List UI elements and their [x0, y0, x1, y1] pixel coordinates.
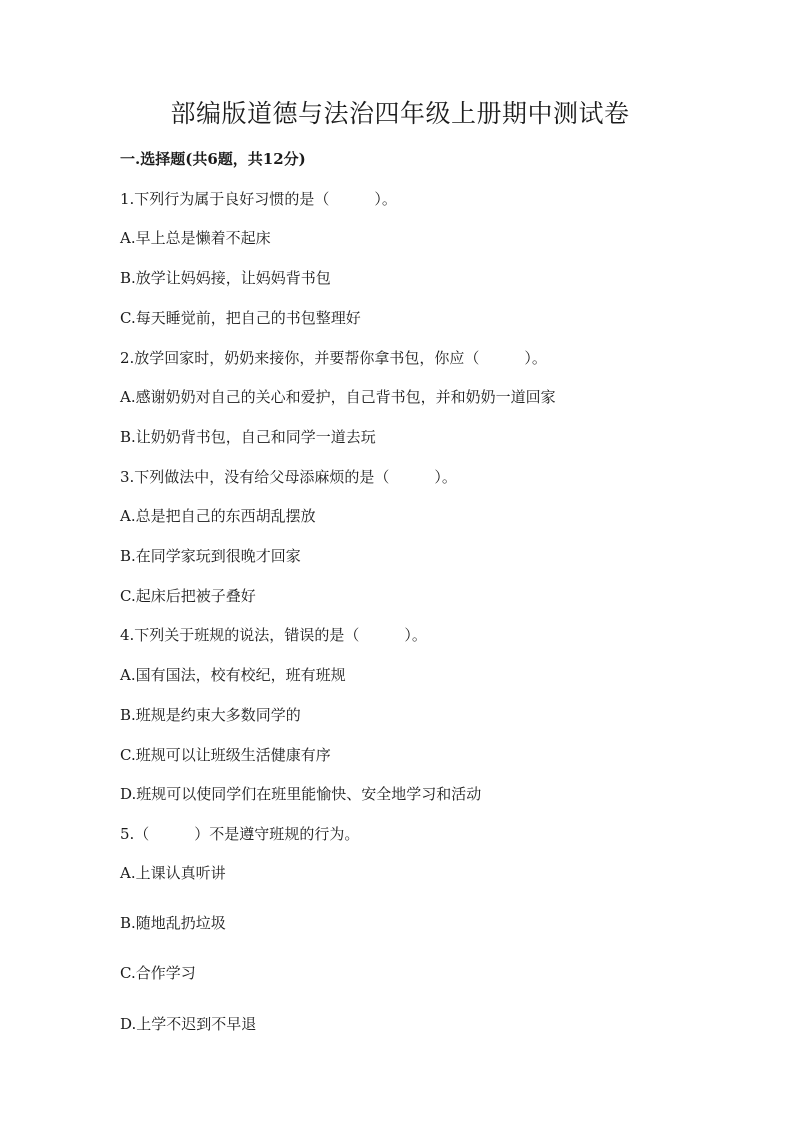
- option-2b: B.让奶奶背书包，自己和同学一道去玩: [120, 428, 376, 446]
- page-title: 部编版道德与法治四年级上册期中测试卷: [170, 99, 630, 128]
- section-heading: 一.选择题(共6题，共12分): [120, 150, 306, 168]
- option-2a: A.感谢奶奶对自己的关心和爱护，自己背书包，并和奶奶一道回家: [120, 388, 556, 406]
- option-1a: A.早上总是懒着不起床: [120, 229, 271, 247]
- question-2: 2.放学回家时，奶奶来接你，并要帮你拿书包，你应（ ）。: [120, 349, 547, 367]
- option-3c: C.起床后把被子叠好: [120, 587, 256, 605]
- option-4d: D.班规可以使同学们在班里能愉快、安全地学习和活动: [120, 785, 482, 803]
- option-5c: C.合作学习: [120, 964, 196, 982]
- option-5a: A.上课认真听讲: [120, 864, 226, 882]
- option-5b: B.随地乱扔垃圾: [120, 914, 226, 932]
- question-3: 3.下列做法中，没有给父母添麻烦的是（ ）。: [120, 468, 457, 486]
- question-4: 4.下列关于班规的说法，错误的是（ ）。: [120, 626, 427, 644]
- option-4c: C.班规可以让班级生活健康有序: [120, 746, 331, 764]
- option-5d: D.上学不迟到不早退: [120, 1015, 257, 1033]
- option-3a: A.总是把自己的东西胡乱摆放: [120, 507, 316, 525]
- option-4a: A.国有国法，校有校纪，班有班规: [120, 666, 346, 684]
- option-3b: B.在同学家玩到很晚才回家: [120, 547, 301, 565]
- question-5: 5.（ ）不是遵守班规的行为。: [120, 825, 360, 843]
- option-4b: B.班规是约束大多数同学的: [120, 706, 301, 724]
- option-1c: C.每天睡觉前，把自己的书包整理好: [120, 309, 361, 327]
- question-1: 1.下列行为属于良好习惯的是（ ）。: [120, 190, 397, 208]
- option-1b: B.放学让妈妈接，让妈妈背书包: [120, 269, 331, 287]
